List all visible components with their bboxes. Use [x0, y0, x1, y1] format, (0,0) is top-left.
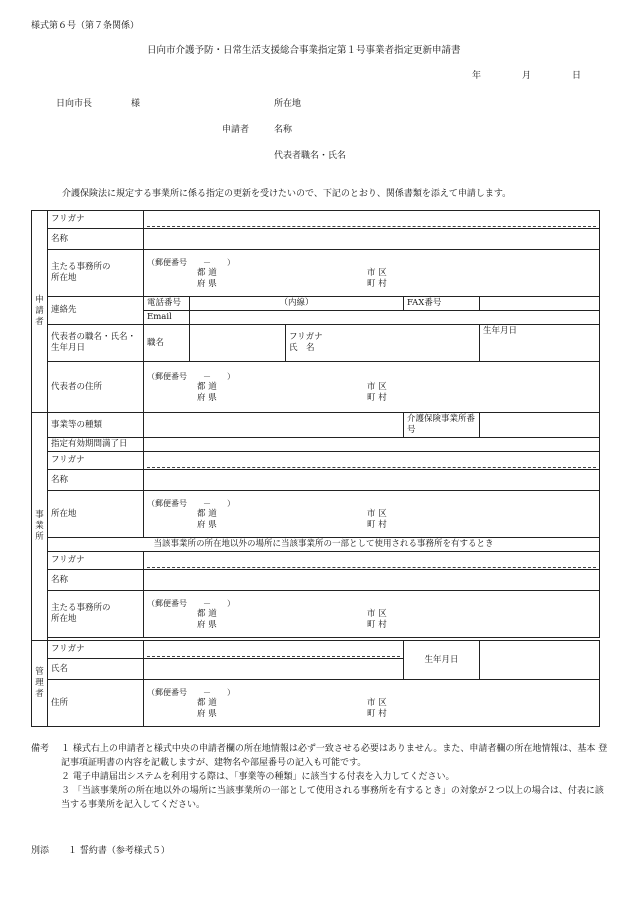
- intro-text: 介護保険法に規定する事業所に係る指定の更新を受けたいので、下記のとおり、関係書類を添えて申請します。: [62, 189, 512, 199]
- main-office-address-field[interactable]: [144, 250, 600, 297]
- other-office-note: 当該事業所の所在地以外の場所に当該事業所の一部として使用される事務所を有するとき: [48, 538, 600, 552]
- valid-until-label: 指定有効期間満了日: [48, 438, 144, 452]
- prefecture-label: 都 道 府 県: [197, 608, 217, 630]
- city-label: 市 区 町 村: [367, 697, 387, 719]
- name-label: 名称: [48, 229, 144, 250]
- prefecture-label: 都 道 府 県: [197, 508, 217, 530]
- date-month: 月: [522, 71, 532, 81]
- date-day: 日: [572, 71, 582, 81]
- prefecture-label: 都 道 府 県: [197, 267, 217, 289]
- email-label: Email: [144, 311, 190, 325]
- rep-name-label: 氏 名: [289, 343, 315, 353]
- email-field[interactable]: [190, 311, 600, 325]
- applicant-furigana-field[interactable]: [144, 211, 600, 229]
- furigana-label: フリガナ: [48, 641, 144, 659]
- main-office-label: 主たる事務所の 所在地: [48, 591, 144, 638]
- dob-label: 生年月日: [483, 326, 518, 336]
- mayor-label: 日向市長: [56, 99, 93, 109]
- fax-label: FAX番号: [404, 297, 480, 311]
- applicant-location-label: 所在地: [274, 99, 302, 109]
- attachment-item: １ 誓約書（参考様式５）: [68, 846, 170, 856]
- notes-section: [31, 742, 611, 812]
- form-title: 日向市介護予防・日常生活支援総合事業指定第１号事業者指定更新申請書: [147, 45, 461, 56]
- manager-dob-field[interactable]: [480, 641, 600, 680]
- contact-label: 連絡先: [48, 297, 144, 325]
- postal-code: （郵便番号 － ）: [147, 498, 235, 508]
- side-label-office: 事 業 所: [32, 413, 48, 641]
- furigana-label: フリガナ: [48, 211, 144, 229]
- honorific: 様: [131, 99, 141, 109]
- postal-code: （郵便番号 － ）: [147, 687, 235, 697]
- other-office-furigana-field[interactable]: [144, 552, 600, 570]
- furigana-label: フリガナ: [48, 552, 144, 570]
- other-office-address-field[interactable]: [144, 591, 600, 638]
- valid-until-field[interactable]: [144, 438, 600, 452]
- applicant-rep-label: 代表者職名・氏名: [274, 151, 347, 161]
- applicant-name-field[interactable]: [144, 229, 600, 250]
- office-name-field[interactable]: [144, 470, 600, 491]
- kaigo-no-label: 介護保険事業所番号: [404, 413, 480, 438]
- application-table: [31, 210, 600, 727]
- prefecture-label: 都 道 府 県: [197, 697, 217, 719]
- ext-label: （内線）: [190, 297, 404, 311]
- office-furigana-field[interactable]: [144, 452, 600, 470]
- note-2: ２ 電子申請届出システムを利用する際は、「事業等の種類」に該当する付表を入力してください。: [61, 772, 455, 782]
- rep-name-field[interactable]: [286, 325, 480, 362]
- title-label: 職名: [144, 325, 190, 362]
- main-office-label: 主たる事務所の 所在地: [48, 250, 144, 297]
- city-label: 市 区 町 村: [367, 608, 387, 630]
- name-label: 名称: [48, 470, 144, 491]
- prefecture-label: 都 道 府 県: [197, 381, 217, 403]
- side-label-manager: 管 理 者: [32, 641, 48, 727]
- manager-address-field[interactable]: [144, 680, 600, 727]
- note-1: １ 様式右上の申請者と様式中央の申請者欄の所在地情報は必ず一致させる必要はありません。また、申請者欄の所在地情報は、基本 登記事項証明書の内容を記載しますが、建物名や部屋番号の記入も可能です。: [61, 744, 608, 768]
- tel-label: 電話番号: [144, 297, 190, 311]
- side-label-applicant: 申 請 者: [32, 211, 48, 413]
- kaigo-no-field[interactable]: [480, 413, 600, 438]
- applicant-name-label: 名称: [274, 125, 293, 135]
- business-type-label: 事業等の種類: [48, 413, 144, 438]
- applicant-role: 申請者: [222, 125, 250, 135]
- manager-furigana-field[interactable]: [144, 641, 404, 659]
- manager-name-field[interactable]: [144, 659, 404, 680]
- fax-field[interactable]: [480, 297, 600, 311]
- furigana-label: フリガナ: [48, 452, 144, 470]
- rep-label: 代表者の職名・氏名・ 生年月日: [48, 325, 144, 362]
- postal-code: （郵便番号 － ）: [147, 257, 235, 267]
- address-label: 住所: [48, 680, 144, 727]
- postal-code: （郵便番号 － ）: [147, 598, 235, 608]
- form-number: 様式第６号（第７条関係）: [31, 21, 140, 31]
- postal-code: （郵便番号 － ）: [147, 371, 235, 381]
- dob-label: 生年月日: [404, 641, 480, 680]
- city-label: 市 区 町 村: [367, 508, 387, 530]
- date-year: 年: [472, 71, 482, 81]
- attachment-label: 別添: [31, 846, 50, 856]
- office-address-field[interactable]: [144, 491, 600, 538]
- manager-name-label: 氏名: [48, 659, 144, 680]
- rep-address-label: 代表者の住所: [48, 362, 144, 413]
- other-office-name-field[interactable]: [144, 570, 600, 591]
- notes-label: 備考: [31, 744, 50, 754]
- rep-furigana-label: フリガナ: [289, 332, 323, 342]
- city-label: 市 区 町 村: [367, 381, 387, 403]
- name-label: 名称: [48, 570, 144, 591]
- location-label: 所在地: [48, 491, 144, 538]
- rep-dob-field[interactable]: [480, 325, 600, 362]
- city-label: 市 区 町 村: [367, 267, 387, 289]
- business-type-field[interactable]: [144, 413, 404, 438]
- note-3: ３ 「当該事業所の所在地以外の場所に当該事業所の一部として使用される事務所を有するとき」の対象が２つ以上の場合は、付表に該当する事業所を記入してください。: [61, 786, 604, 810]
- rep-address-field[interactable]: [144, 362, 600, 413]
- title-field[interactable]: [190, 325, 286, 362]
